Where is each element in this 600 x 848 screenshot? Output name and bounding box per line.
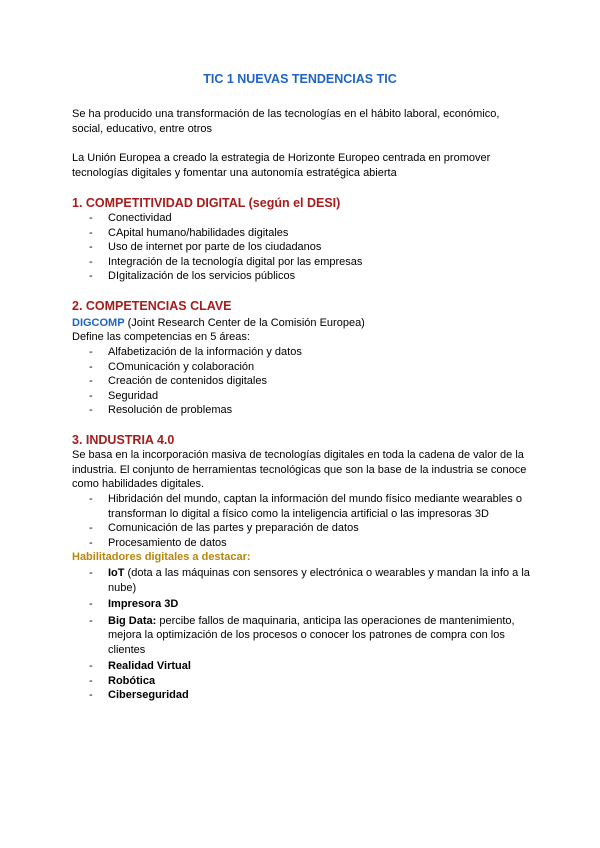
- document-title: TIC 1 NUEVAS TENDENCIAS TIC: [203, 72, 397, 86]
- list-item: - Ciberseguridad: [89, 689, 189, 701]
- intro-paragraph-1: Se ha producido una transformación de las tecnologías en el hábito laboral, económico, social, educativo, entre otros: [72, 108, 500, 135]
- list-item: - DIgitalización de los servicios públicos: [89, 270, 296, 282]
- section-3-paragraph: Se basa en la incorporación masiva de tecnologías digitales en toda la cadena de valor de la industria. El conjunto de herramientas tecnológicas que son la base de la industria se conoce como habilidades digitales.: [72, 449, 527, 490]
- intro-paragraph-2: La Unión Europea a creado la estrategia de Horizonte Europeo centrada en promover tecnologías digitales y fomentar una autonomía estratégica abierta: [72, 152, 491, 179]
- list-item: - Hibridación del mundo, captan la información del mundo físico mediante wearables o transforman lo digital a físico como la inteligencia artificial o las impresoras 3D: [89, 493, 522, 520]
- section-1-heading: 1. COMPETITIVIDAD DIGITAL (según el DESI): [72, 196, 341, 210]
- section-1-list: [72, 211, 532, 284]
- list-item: - Integración de la tecnología digital por las empresas: [89, 255, 363, 268]
- list-item: - Big Data: percibe fallos de maquinaria, anticipa las operaciones de mantenimiento, mejora la optimización de los procesos o conocer los patrones de compra con los clientes: [89, 614, 515, 656]
- list-item: - Conectividad: [89, 212, 172, 224]
- list-item: - Procesamiento de datos: [89, 536, 227, 549]
- list-item: - Alfabetización de la información y datos: [89, 346, 302, 358]
- section-3-list: [72, 492, 532, 550]
- list-item: - Impresora 3D: [89, 598, 179, 610]
- list-item: - Creación de contenidos digitales: [89, 375, 267, 387]
- list-item: - IoT (dota a las máquinas con sensores y electrónica o wearables y mandan la info a la nube): [89, 567, 530, 594]
- list-item: - Comunicación de las partes y preparación de datos: [89, 522, 359, 534]
- enablers-heading: Habilitadores digitales a destacar:: [72, 551, 251, 563]
- list-item: - Seguridad: [89, 389, 159, 402]
- list-item: - COmunicación y colaboración: [89, 360, 255, 373]
- digcomp-label: DIGCOMP: [72, 317, 125, 329]
- list-item: - Robótica: [89, 674, 156, 687]
- list-item: - Realidad Virtual: [89, 660, 191, 672]
- section-3-heading: 3. INDUSTRIA 4.0: [72, 433, 175, 447]
- digcomp-text: (Joint Research Center de la Comisión Europea): [124, 317, 365, 329]
- list-item: - Resolución de problemas: [89, 404, 233, 416]
- section-2-define: Define las competencias en 5 áreas:: [72, 331, 250, 343]
- section-2-list: [72, 345, 532, 418]
- digcomp-line: [72, 316, 532, 331]
- section-2-heading: 2. COMPETENCIAS CLAVE: [72, 299, 232, 313]
- enablers-list: [72, 566, 532, 703]
- list-item: - Uso de internet por parte de los ciudadanos: [89, 241, 322, 253]
- list-item: - CApital humano/habilidades digitales: [89, 226, 289, 239]
